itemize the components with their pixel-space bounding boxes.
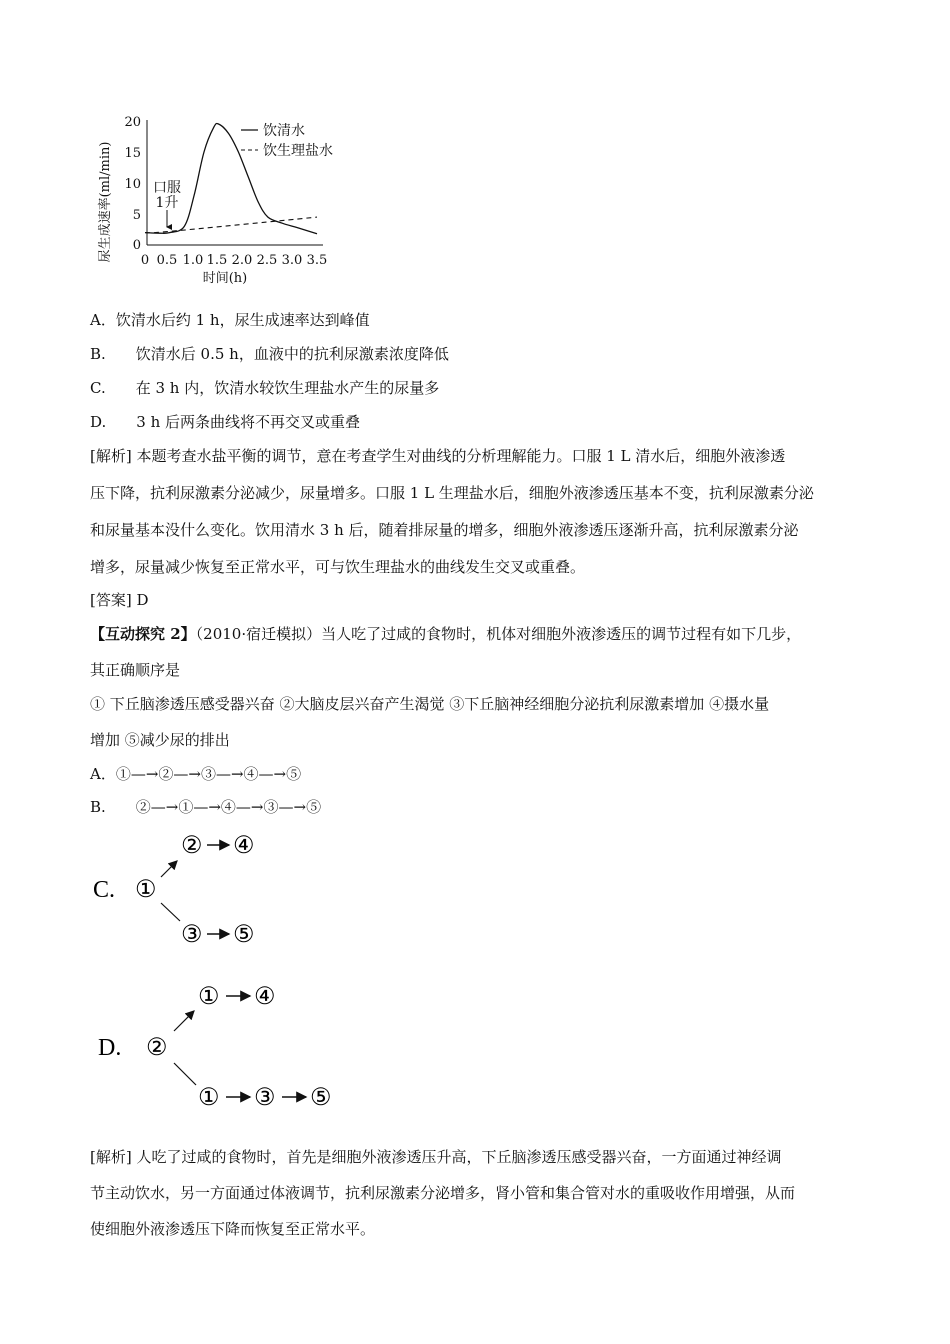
diagram-node: ③ (181, 922, 203, 948)
option-b: B. 饮清水后 0.5 h，血液中的抗利尿激素浓度降低 (90, 345, 449, 363)
answer-text: [答案] D (90, 591, 149, 609)
x-tick-label: 0 (140, 253, 150, 268)
question-title: 其正确顺序是 (90, 661, 181, 679)
diagram-node: ④ (233, 833, 255, 859)
y-tick-label: 15 (124, 146, 141, 161)
annotation-label: 口服 (153, 180, 181, 196)
y-tick-label: 5 (132, 208, 141, 223)
diagram-node: ⑤ (310, 1085, 332, 1111)
diagram-node: ① (135, 877, 157, 903)
x-tick-label: 2.0 (231, 253, 253, 268)
question-title-bold: 【互动探究 2】 (90, 625, 196, 643)
annotation-label: 1升 (155, 195, 179, 211)
diagram-arrow (161, 861, 177, 877)
urine-rate-chart (95, 110, 355, 290)
analysis-text: 使细胞外液渗透压下降而恢复至正常水平。 (90, 1220, 376, 1238)
x-tick-label: 1.0 (182, 253, 204, 268)
x-tick-label: 0.5 (156, 253, 178, 268)
diagram-node: ③ (254, 1085, 276, 1111)
option-c: C. 在 3 h 内，饮清水较饮生理盐水产生的尿量多 (90, 379, 440, 397)
diagram-node: ② (146, 1035, 168, 1061)
option-d-label: D. (98, 1035, 122, 1061)
y-tick-label: 20 (124, 115, 141, 130)
steps-text: 增加 ⑤减少尿的排出 (90, 731, 230, 749)
option-d-diagram (90, 975, 360, 1115)
option-c-diagram (85, 825, 285, 955)
x-tick-label: 2.5 (256, 253, 278, 268)
analysis-text: [解析] 人吃了过咸的食物时，首先是细胞外液渗透压升高，下丘脑渗透压感受器兴奋，一方面通过神经调 (90, 1148, 782, 1166)
diagram-node: ① (198, 1085, 220, 1111)
y-tick-label: 10 (124, 177, 141, 192)
diagram-line (161, 903, 180, 921)
x-tick-label: 3.0 (281, 253, 303, 268)
analysis-text: 和尿量基本没什么变化。饮用清水 3 h 后，随着排尿量的增多，细胞外液渗透压逐渐升高，抗利尿激素分泌 (90, 521, 799, 539)
analysis-text: 增多，尿量减少恢复至正常水平，可与饮生理盐水的曲线发生交叉或重叠。 (90, 558, 586, 576)
analysis-text: 节主动饮水，另一方面通过体液调节，抗利尿激素分泌增多，肾小管和集合管对水的重吸收作用增强，从而 (90, 1184, 796, 1202)
option-d: D. 3 h 后两条曲线将不再交叉或重叠 (90, 413, 361, 431)
diagram-node: ① (198, 984, 220, 1010)
series-line-clear-water (145, 123, 317, 233)
option-a: A．①—→②—→③—→④—→⑤ (90, 765, 302, 783)
y-tick-label: 0 (132, 238, 141, 253)
question-title-rest: （2010·宿迁模拟）当人吃了过咸的食物时，机体对细胞外液渗透压的调节过程有如下几步， (195, 625, 802, 643)
diagram-line (174, 1063, 196, 1085)
legend-label: 饮清水 (263, 123, 305, 139)
diagram-node: ② (181, 833, 203, 859)
analysis-text: 压下降，抗利尿激素分泌减少，尿量增多。口服 1 L 生理盐水后，细胞外液渗透压基本不变，抗利尿激素分泌 (90, 484, 814, 502)
series-line-saline (145, 217, 317, 233)
y-axis-label: 尿生成速率(ml/min) (98, 141, 113, 263)
diagram-node: ④ (254, 984, 276, 1010)
legend-label: 饮生理盐水 (263, 143, 333, 159)
x-tick-label: 3.5 (306, 253, 328, 268)
option-a: A．饮清水后约 1 h，尿生成速率达到峰值 (90, 311, 370, 329)
diagram-arrow (174, 1011, 194, 1031)
analysis-text: [解析] 本题考查水盐平衡的调节，意在考查学生对曲线的分析理解能力。口服 1 L 清水后，细胞外液渗透 (90, 447, 786, 465)
question-title (90, 624, 801, 644)
x-tick-label: 1.5 (206, 253, 228, 268)
diagram-node: ⑤ (233, 922, 255, 948)
option-c-label: C. (93, 877, 116, 903)
steps-text: ① 下丘脑渗透压感受器兴奋 ②大脑皮层兴奋产生渴觉 ③下丘脑神经细胞分泌抗利尿激素增加 ④摄水量 (90, 695, 770, 713)
x-axis-label: 时间(h) (202, 271, 248, 286)
option-b: B. ②—→①—→④—→③—→⑤ (90, 798, 322, 816)
